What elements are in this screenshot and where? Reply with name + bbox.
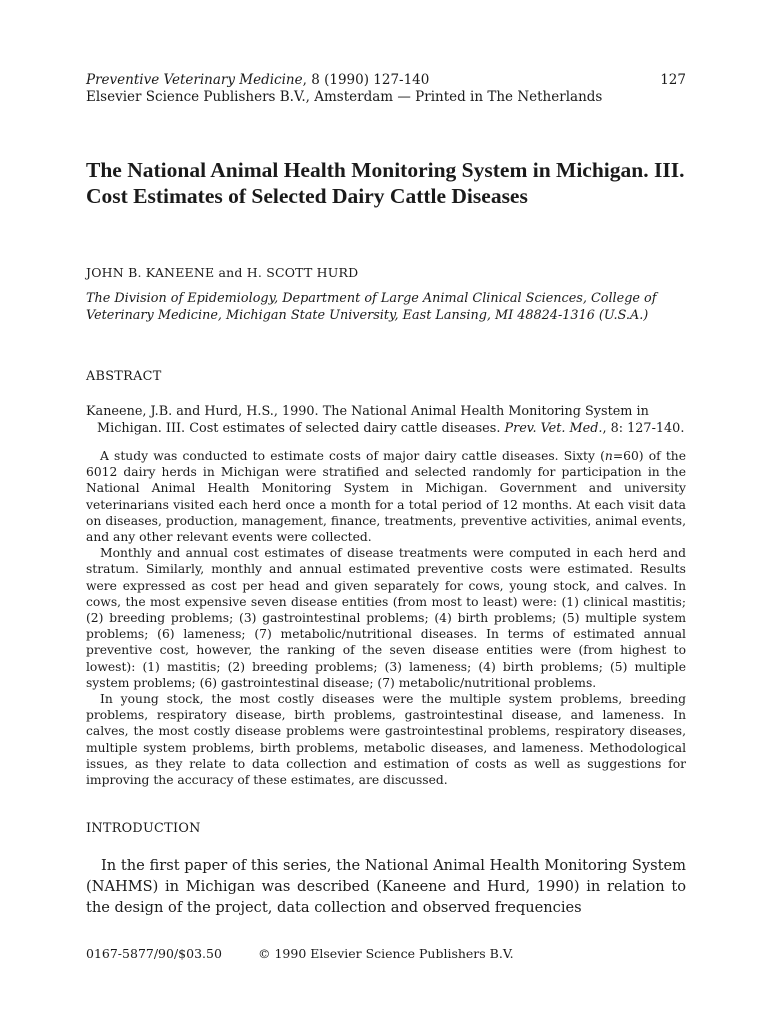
- introduction-heading: INTRODUCTION: [86, 821, 201, 836]
- citation-text: Kaneene, J.B. and Hurd, H.S., 1990. The National Animal Health Monitoring System in Michigan. III. Cost estimates of selected dairy cattle diseases.: [86, 404, 649, 436]
- footer-copyright: © 1990 Elsevier Science Publishers B.V.: [258, 946, 514, 961]
- publisher-line: Elsevier Science Publishers B.V., Amsterdam — Printed in The Netherlands: [86, 89, 603, 105]
- abstract-p1-start: A study was conducted to estimate costs of major dairy cattle diseases. Sixty (: [100, 449, 605, 463]
- author-affiliation: The Division of Epidemiology, Department of Large Animal Clinical Sciences, College of Veterinary Medicine, Michigan State University, East Lansing, MI 48824-1316 (U.S.A.): [86, 291, 657, 323]
- abstract-paragraph-2: Monthly and annual cost estimates of disease treatments were computed in each herd and stratum. Similarly, monthly and annual estimated preventive costs were estimated. Results were expressed as cost per head and given separately for cows, young stock, and calves. In cows, the most expensive seven disease entities (from most to least) were: (1) clinical mastitis; (2) breeding problems; (3) gastrointestinal problems; (4) birth problems; (5) multiple system problems; (6) lameness; (7) metabolic/nutritional diseases. In terms of estimated annual preventive cost, however, the ranking of the seven disease entities were (from highest to lowest): (1) mastitis; (2) breeding problems; (3) lameness; (4) birth problems; (5) multiple system problems; (6) gastrointestinal disease; (7) metabolic/nutritional problems.: [86, 546, 686, 690]
- citation-tail: , 8: 127-140.: [602, 420, 685, 436]
- abstract-paragraph-3: In young stock, the most costly diseases were the multiple system problems, breeding problems, respiratory disease, birth problems, gastrointestinal disease, and lameness. In calves, the most costly disease problems were gastrointestinal problems, respiratory diseases, multiple system problems, birth problems, metabolic diseases, and lameness. Methodological issues, as they relate to data collection and estimation of costs as well as suggestions for improving the accuracy of these estimates, are discussed.: [86, 692, 686, 788]
- page-footer: [86, 946, 686, 961]
- journal-name: Preventive Veterinary Medicine: [86, 72, 303, 88]
- introduction-paragraph: In the first paper of this series, the National Animal Health Monitoring System (NAHMS) in Michigan was described (Kaneene and Hurd, 1990) in relation to the design of the project, data collection and observed frequencies: [86, 857, 686, 916]
- abstract-body: [86, 448, 686, 788]
- page-number: 127: [660, 72, 686, 88]
- abstract-p1-end: =60) of the 6012 dairy herds in Michigan were stratified and selected randomly for participation in the National Animal Health Monitoring System in Michigan. Government and university veterinarians visited each herd once a month for a total period of 12 months. At each visit data on diseases, production, management, finance, treatments, preventive activities, animal events, and any other relevant events were collected.: [86, 449, 686, 545]
- abstract-paragraph-1: [86, 448, 686, 545]
- citation-journal: Prev. Vet. Med.: [504, 420, 603, 436]
- journal-volume-pages: , 8 (1990) 127-140: [302, 72, 430, 88]
- journal-header: [86, 72, 686, 106]
- journal-citation-line: [86, 72, 686, 89]
- article-title: The National Animal Health Monitoring System in Michigan. III. Cost Estimates of Selected Dairy Cattle Diseases: [86, 158, 685, 208]
- abstract-citation: [86, 404, 686, 437]
- article-authors: JOHN B. KANEENE and H. SCOTT HURD: [86, 265, 359, 280]
- abstract-p1-n: n: [604, 449, 613, 463]
- footer-issn: 0167-5877/90/$03.50: [86, 946, 222, 961]
- abstract-heading: ABSTRACT: [86, 369, 162, 384]
